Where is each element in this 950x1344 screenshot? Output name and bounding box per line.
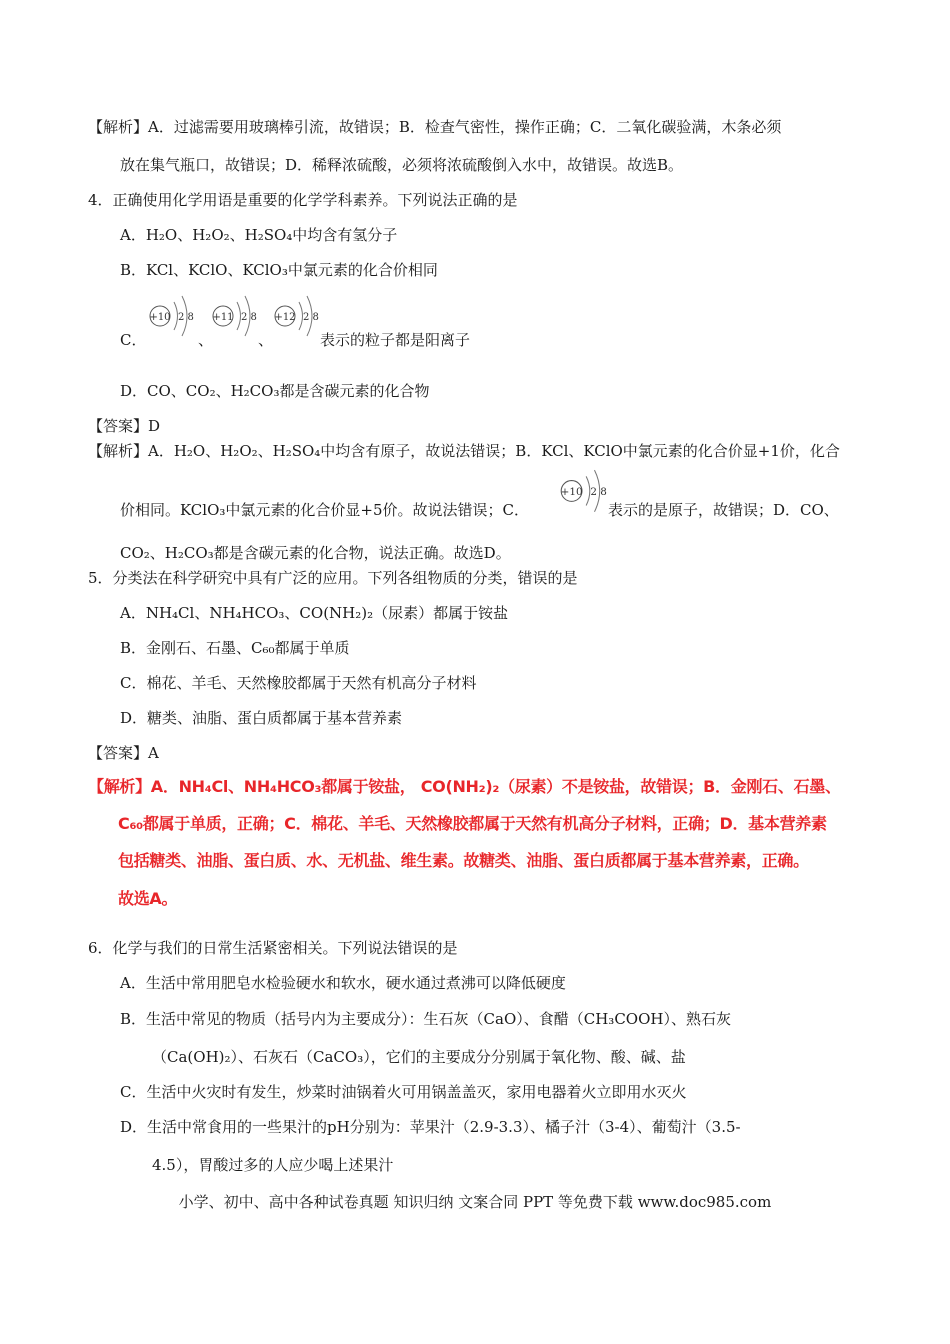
nucleus-label: +11 bbox=[212, 312, 234, 323]
page-footer: 小学、初中、高中各种试卷真题 知识归纳 文案合同 PPT 等免费下载 www.doc985.com bbox=[178, 1193, 772, 1211]
analysis-q5-line4: 故选A。 bbox=[118, 889, 178, 908]
q4-option-d: D．CO、CO₂、H₂CO₃都是含碳元素的化合物 bbox=[120, 382, 430, 400]
analysis-q3-line1: 【解析】A．过滤需要用玻璃棒引流，故错误；B．检查气密性，操作正确；C．二氧化碳验满，木条必须 bbox=[88, 118, 782, 136]
q6-option-a: A．生活中常用肥皂水检验硬水和软水，硬水通过煮沸可以降低硬度 bbox=[120, 974, 566, 992]
shell-label: 2 8 bbox=[241, 312, 257, 323]
q4-option-c-text: 表示的粒子都是阳离子 bbox=[320, 331, 471, 349]
shell-label: 2 8 bbox=[303, 312, 319, 323]
analysis-q5-line3: 包括糖类、油脂、蛋白质、水、无机盐、维生素。故糖类、油脂、蛋白质都属于基本营养素，正确。 bbox=[118, 851, 809, 870]
question-4-stem: 4．正确使用化学用语是重要的化学学科素养。下列说法正确的是 bbox=[88, 191, 518, 209]
nucleus-label: +12 bbox=[274, 312, 296, 323]
analysis-q5-line1: 【解析】A．NH₄Cl、NH₄HCO₃都属于铵盐， CO(NH₂)₂（尿素）不是铵盐，故错误；B．金刚石、石墨、 bbox=[88, 777, 841, 796]
atom-diagram-icon bbox=[145, 292, 195, 342]
q6-option-d-line1: D．生活中常食用的一些果汁的pH分别为：苹果汁（2.9-3.3）、橘子汁（3-4）、葡萄汁（3.5- bbox=[120, 1118, 741, 1136]
q4-option-a: A．H₂O、H₂O₂、H₂SO₄中均含有氢分子 bbox=[120, 226, 398, 244]
analysis-q3-line2: 放在集气瓶口，故错误；D．稀释浓硫酸，必须将浓硫酸倒入水中，故错误。故选B。 bbox=[120, 156, 684, 174]
analysis-q4-line2b: 表示的是原子，故错误；D．CO、 bbox=[608, 501, 839, 519]
answer-q5: 【答案】A bbox=[88, 744, 159, 762]
question-5-stem: 5．分类法在科学研究中具有广泛的应用。下列各组物质的分类，错误的是 bbox=[88, 569, 578, 587]
q6-option-c: C．生活中火灾时有发生，炒菜时油锅着火可用锅盖盖灭，家用电器着火立即用水灭火 bbox=[120, 1083, 687, 1101]
analysis-q4-line3: CO₂、H₂CO₃都是含碳元素的化合物，说法正确。故选D。 bbox=[120, 544, 511, 562]
q5-option-d: D．糖类、油脂、蛋白质都属于基本营养素 bbox=[120, 709, 403, 727]
nucleus-label: +10 bbox=[149, 312, 171, 323]
atom-diagram-icon bbox=[208, 292, 258, 342]
analysis-q5-line2: C₆₀都属于单质，正确；C．棉花、羊毛、天然橡胶都属于天然有机高分子材料，正确；D．基本营养素 bbox=[118, 814, 827, 833]
answer-q4: 【答案】D bbox=[88, 417, 161, 435]
q6-option-d-line2: 4.5），胃酸过多的人应少喝上述果汁 bbox=[152, 1156, 394, 1174]
shell-label: 2 8 bbox=[178, 312, 194, 323]
q6-option-b-line1: B．生活中常见的物质（括号内为主要成分）：生石灰（CaO）、食醋（CH₃COOH）、熟石灰 bbox=[120, 1010, 731, 1028]
q4-option-b: B．KCl、KClO、KClO₃中氯元素的化合价相同 bbox=[120, 261, 438, 279]
separator-2: 、 bbox=[258, 331, 274, 349]
question-6-stem: 6．化学与我们的日常生活紧密相关。下列说法错误的是 bbox=[88, 939, 458, 957]
atom-diagram-icon bbox=[270, 292, 320, 342]
analysis-q4-line1: 【解析】A．H₂O、H₂O₂、H₂SO₄中均含有原子，故说法错误；B．KCl、KClO中氯元素的化合价显+1价，化合 bbox=[88, 442, 840, 460]
q5-option-c: C．棉花、羊毛、天然橡胶都属于天然有机高分子材料 bbox=[120, 674, 477, 692]
analysis-q4-line2a: 价相同。KClO₃中氯元素的化合价显+5价。故说法错误；C． bbox=[120, 501, 529, 519]
nucleus-label: +10 bbox=[560, 486, 583, 499]
q6-option-b-line2: （Ca(OH)₂）、石灰石（CaCO₃），它们的主要成分分别属于氧化物、酸、碱、盐 bbox=[152, 1048, 686, 1066]
atom-diagram-icon bbox=[556, 466, 608, 518]
separator-1: 、 bbox=[198, 331, 214, 349]
q5-option-a: A．NH₄Cl、NH₄HCO₃、CO(NH₂)₂（尿素）都属于铵盐 bbox=[120, 604, 509, 622]
shell-label: 2 8 bbox=[590, 486, 607, 499]
q5-option-b: B．金刚石、石墨、C₆₀都属于单质 bbox=[120, 639, 350, 657]
q4-option-c-label: C． bbox=[120, 331, 147, 349]
